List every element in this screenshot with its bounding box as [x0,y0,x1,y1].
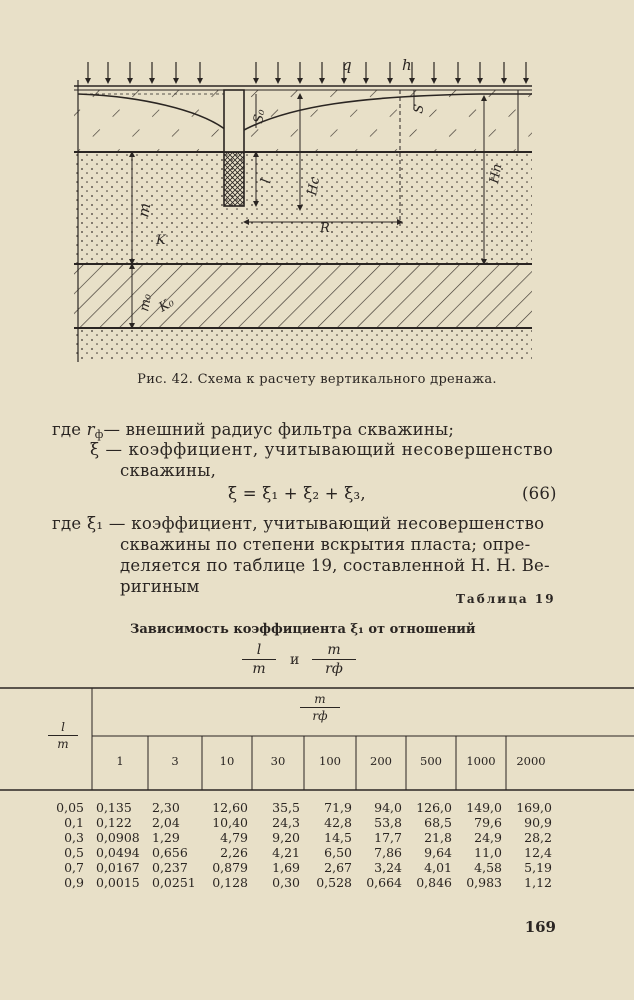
table-cell: 2,30 [152,800,180,815]
col-header-30: 30 [270,754,286,768]
label-k: K [156,233,166,248]
table-cell: 2,04 [152,815,180,830]
table-cell: 14,5 [324,830,352,845]
table-cell: 79,6 [474,815,502,830]
label-hn: Hп [487,162,506,185]
frac2-den: rф [325,661,343,677]
table-cell: 24,9 [474,830,502,845]
table-cell: 1,29 [152,830,180,845]
col-header-1: 1 [116,754,124,768]
row-header-bar [48,735,78,736]
table-cell: 0,846 [416,875,452,890]
table-cell: 17,7 [374,830,402,845]
row-ratio: 0,5 [64,845,84,860]
row-ratio: 0,05 [56,800,84,815]
formula-number: (66) [522,484,557,503]
table-cell: 24,3 [272,815,300,830]
table-cell: 0,237 [152,860,188,875]
table-cell: 10,40 [212,815,248,830]
text-line-5: скважины по степени вскрытия пласта; опре- [120,535,531,554]
label-s: S [411,103,428,115]
table-cell: 1,12 [524,875,552,890]
table-cell: 35,5 [272,800,300,815]
row-header-num: l [61,720,65,734]
table-cell: 42,8 [324,815,352,830]
table-cell: 7,86 [374,845,402,860]
row-ratio: 0,9 [64,875,84,890]
label-hc: Hс [305,175,324,197]
col-header-200: 200 [370,754,392,768]
table-cell: 94,0 [374,800,402,815]
label-k0: K₀ [156,295,177,316]
table-cell: 149,0 [466,800,502,815]
table-cell: 126,0 [416,800,452,815]
table-cell: 12,4 [524,845,552,860]
table-cell: 9,20 [272,830,300,845]
table-cell: 0,128 [212,875,248,890]
line1-rest: — внешний радиус фильтра скважины; [103,420,455,439]
frac2-num: m [327,642,341,658]
table-cell: 169,0 [516,800,552,815]
row-header-fraction [48,720,78,751]
label-m0: m₀ [137,292,155,313]
label-m: m [134,201,155,219]
table-cell: 0,122 [96,815,132,830]
table-cell: 0,30 [272,875,300,890]
col-header-2000: 2000 [516,754,546,768]
text-line-7: ригиным [120,577,200,596]
row-ratio: 0,3 [64,830,84,845]
row-header-den: m [57,737,69,751]
table-cell: 0,983 [466,875,502,890]
figure-caption: Рис. 42. Схема к расчету вертикального дренажа. [137,372,497,387]
table-cell: 0,0908 [96,830,140,845]
line1-var: r [86,420,95,439]
table-cell: 6,50 [324,845,352,860]
title-fraction-l-m [242,642,276,677]
table-cell: 0,0251 [152,875,196,890]
table-cell: 4,01 [424,860,452,875]
col-header-100: 100 [319,754,341,768]
table-number: Таблица 19 [456,592,556,606]
row-ratio: 0,7 [64,860,84,875]
table-cell: 11,0 [474,845,502,860]
formula: ξ = ξ₁ + ξ₂ + ξ₃, [228,484,366,503]
table-cell: 0,528 [316,875,352,890]
col-group-bar [300,707,340,708]
table-cell: 1,69 [272,860,300,875]
table-cell: 3,24 [374,860,402,875]
title-and: и [290,652,300,668]
label-q: q [342,56,352,74]
frac1-bar [242,659,276,660]
text-line-1 [52,420,454,441]
table-cell: 0,0015 [96,875,140,890]
table-cell: 68,5 [424,815,452,830]
label-l: l [258,177,275,185]
col-header-500: 500 [420,754,442,768]
frac1-den: m [252,661,266,677]
table-cell: 90,9 [524,815,552,830]
table-cell: 0,879 [212,860,248,875]
table-cell: 4,58 [474,860,502,875]
table-cell: 4,21 [272,845,300,860]
table-cell: 2,26 [220,845,248,860]
col-header-10: 10 [219,754,235,768]
table-cell: 71,9 [324,800,352,815]
table-cell: 5,19 [524,860,552,875]
col-header-3: 3 [171,754,179,768]
table-cell: 21,8 [424,830,452,845]
label-h: h [402,56,412,74]
table-cell: 0,135 [96,800,132,815]
drainage-diagram [60,50,550,370]
page-number: 169 [524,918,556,936]
line1-prefix: где [52,420,87,439]
frac2-bar [312,659,356,660]
table-cell: 28,2 [524,830,552,845]
col-group-den: rф [312,709,328,723]
column-group-fraction [300,692,340,723]
label-s0: S₀ [251,108,269,125]
frac1-num: l [256,642,262,658]
text-line-6: деляется по таблице 19, составленной Н. Н. Ве- [120,556,550,575]
label-r: R [320,221,330,236]
table-cell: 0,0167 [96,860,140,875]
col-header-1000: 1000 [466,754,496,768]
text-line-2: ξ — коэффициент, учитывающий несовершенство [90,440,554,459]
table-cell: 0,656 [152,845,188,860]
col-group-num: m [314,692,326,706]
table-cell: 4,79 [220,830,248,845]
table-cell: 9,64 [424,845,452,860]
table-cell: 0,0494 [96,845,140,860]
table-cell: 2,67 [324,860,352,875]
table-cell: 53,8 [374,815,402,830]
table-cell: 12,60 [212,800,248,815]
line1-sub: ф [94,428,104,441]
table-title: Зависимость коэффициента ξ₁ от отношений [130,622,476,637]
title-fraction-m-r [312,642,356,677]
text-line-3: скважины, [120,461,217,480]
row-ratio: 0,1 [64,815,84,830]
text-line-4: где ξ₁ — коэффициент, учитывающий несовершенство [52,514,545,533]
table-cell: 0,664 [366,875,402,890]
